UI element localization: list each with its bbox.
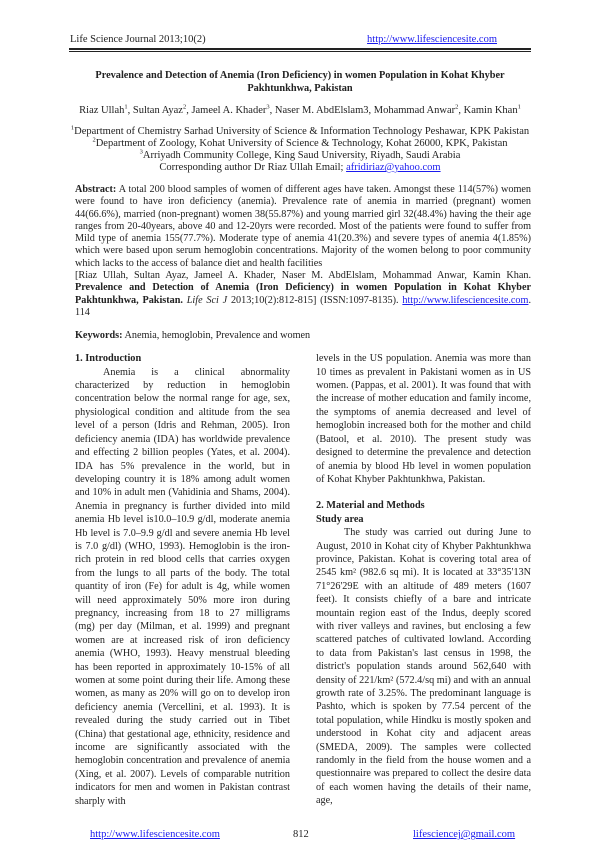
section-heading-methods: 2. Material and Methods <box>316 500 425 512</box>
header-rule <box>69 48 531 52</box>
left-column <box>75 352 290 808</box>
author: Sultan Ayaz$^2$, <box>132 103 192 116</box>
author: Jameel A. Khader$^3$, <box>191 103 275 116</box>
footer-email-link[interactable]: lifesciencej@gmail.com <box>413 829 516 841</box>
study-area-paragraph: The study was carried out during June to August, 2010 in Kohat city of Khyber Pakhtunkhwa province, Pakistan. Kohat is covering total area of 2545 km² (982.6 sq mi). It is located at 33°35'13N 71°26'29E with an altitude of 489 meters (1607 feet). It consists chiefly of a bare and intricate mountain region east of the Indus, deeply scored with river valleys and ravines, but enclosing a few scattered patches of cultivated lowland. According to data from Pakistan's last census in 1998, the district's population stands around 562,640 with density of 221/km² (572.4/sq mi) and with an annual growth rate of 3.25%. The predominant language is Pashto, which is spoken by 77.54 percent of the total population, while Hindku is mostly spoken and understood in Kohat city and adjacent areas (SMEDA, 2009). The samples were collected randomly in the field from the house women and a questionnaire was prepared to collect the desire data of each women having the details of their name, age, <box>316 527 531 807</box>
abstract-label: Abstract: <box>75 184 117 195</box>
footer-url-link[interactable]: http://www.lifesciencesite.com <box>90 829 220 841</box>
author: Riaz Ullah$^1$, <box>79 103 133 116</box>
introduction-paragraph-continued: levels in the US population. Anemia was more than 10 times as prevalent in Pakistani women as in US women. (Pappas, et al. 2001). It was found that with the increase of mother education and family income, the symptoms of anemia decreased and level of hemoglobin increased both for the mother and child (Batool, et al. 2010). The present study was designed to determine the prevalence and detection of anemia by blood Hb level in women population of Kohat Khyber Pakhtunkhwa, Pakistan. <box>316 353 531 485</box>
abstract <box>69 184 531 319</box>
paper-title: Prevalence and Detection of Anemia (Iron Deficiency) in women Population in Kohat Khyber Pakhtunkhwa, Pakistan <box>95 70 505 94</box>
author: Mohammad Anwar$^2$, <box>373 103 464 116</box>
affiliations <box>69 126 531 174</box>
right-column <box>316 352 531 808</box>
author-list <box>69 104 531 117</box>
author: Naser M. AbdElslam3, <box>274 105 374 116</box>
abstract-text: A total 200 blood samples of women of different ages have taken. Amongst these 114(57%) women were found to have iron deficiency (anemia). Prevalence rate of anemia in married (pregnant) women 44(66.6%), married (non-pregnant) women 38(55.87%) and young married girl 32(48.4%) having the their age ranges from 20-40years, above 40 and 12-20yrs were recorded. Most of the patients were found to suffer from Mild type of anemia 155(77.7%). Moderate type of anemia 41(20.3%) and severe types of anemia 4(1.85%) which were based upon serum hemoglobin concentrations. Majority of the women belong to poor community which lacks to the access of balance diet and health facilities <box>75 184 532 269</box>
section-heading-introduction: 1. Introduction <box>75 353 142 365</box>
page-footer <box>69 828 531 848</box>
body-columns <box>69 352 531 808</box>
journal-name: Life Science Journal 2013;10(2) <box>70 34 206 45</box>
journal-url-link[interactable]: http://www.lifesciencesite.com <box>367 34 497 45</box>
corresponding-author: Corresponding author Dr Riaz Ullah Email; afridiriaz@yahoo.com <box>159 162 441 173</box>
running-header <box>69 33 531 46</box>
subsection-heading-study-area: Study area <box>316 513 364 525</box>
introduction-paragraph: Anemia is a clinical abnormality characterized by reduction in hemoglobin concentration below the normal range for age, sex, physiological condition and altitude from the sea level of a person (Idris and Rehman, 2005). Iron deficiency anemia (IDA) has worldwide prevalence and effecting 2 billion peoples (Yates, et al. 2004). IDA has 5% prevalence in the world, but in developing country it is 18% among adult women and 10% in adult men (Vahidinia and Shams, 2004). Anemia in pregnancy is further divided into mild anemia Hb level is10.0–10.9 g/dl, moderate anemia Hb level is 7.0–9.9 g/dl and severe anemia Hb level is 7.0 g/dl) (WHO, 1993). Hemoglobin is the iron-rich protein in red blood cells that carries oxygen from the lungs to all parts of the body. The total quantity of iron (Fe) for adult is 4g, while women will need approximately 50% more iron during pregnancy, increasing from 18 to 27 milligrams (mg) per day (Milman, et al. 1999) and pregnant women are at increased risk of iron deficiency anemia (WHO, 1993). Heavy menstrual bleeding has been reported in approximately 10-15% of all women at some point during their life. Among these women, as many as 20% will go on to develop iron deficiency anemia (Vercellini, et al. 1993). It is revealed during the study carried out in Tibet (China) that gestational age, ethnicity, residence and income are significantly associated with the hemoglobin concentration and prevalence of anemia (Xing, et al. 2007). Levels of comparable nutrition indicators for men and women in Pakistan contrast sharply with <box>75 366 290 807</box>
affiliation: $^3$Arriyadh Community College, King Saud University, Riyadh, Saudi Arabia <box>139 148 461 161</box>
affiliation: $^2$Department of Zoology, Kohat University of Science & Technology, Kohat 26000, KPK, Pakistan <box>92 136 508 149</box>
affiliation: $^1$Department of Chemistry Sarhad University of Science & Information Technology Peshawar, KPK Pakistan <box>70 124 530 137</box>
citation: [Riaz Ullah, Sultan Ayaz, Jameel A. Khader, Naser M. AbdElslam, Mohammad Anwar, Kamin Khan. Prevalence and Detection of Anemia (Iron Deficiency) in women Population in Kohat Khyber Pakhtunkhwa, Pakistan. Life Sci J 2013;10(2):812-815] (ISSN:1097-8135). http://www.lifesciencesite.com. 114 <box>75 270 531 318</box>
email-link[interactable]: afridiriaz@yahoo.com <box>346 162 441 173</box>
citation-url-link[interactable]: http://www.lifesciencesite.com <box>402 294 529 306</box>
author: Kamin Khan$^1$ <box>463 103 521 116</box>
keywords: Keywords: Anemia, hemoglobin, Prevalence and women <box>75 330 311 342</box>
page-number: 812 <box>293 829 309 841</box>
